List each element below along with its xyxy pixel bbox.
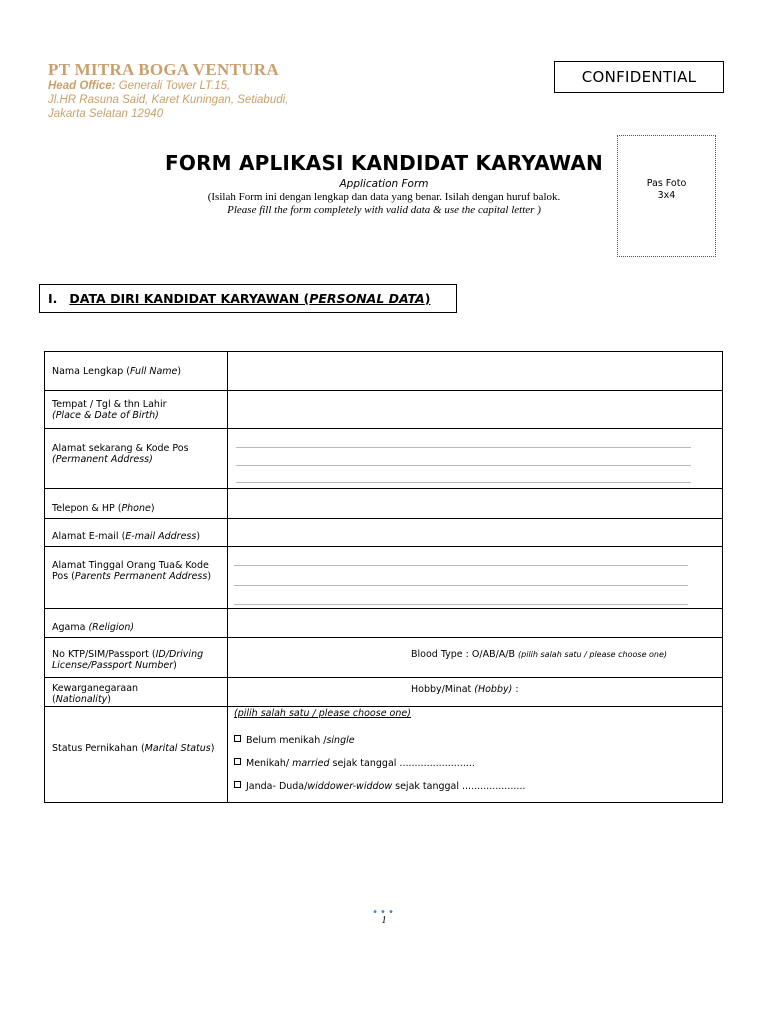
office-address-3: Jakarta Selatan 12940 [48, 108, 164, 120]
photo-placeholder[interactable] [617, 135, 716, 257]
row-divider [45, 546, 722, 547]
parents-address-line-2[interactable] [234, 585, 688, 586]
label-text: Kewarganegaraan [52, 683, 139, 694]
option-date: sejak tanggal ......................... [329, 758, 475, 769]
label-text-en: (Permanent Address) [52, 454, 153, 465]
row-divider [45, 677, 722, 678]
phone-field[interactable] [228, 489, 722, 518]
row-divider [45, 706, 722, 707]
company-name: PT MITRA BOGA VENTURA [48, 60, 279, 79]
blood-type-label [411, 649, 667, 660]
form-subtitle: Application Form [339, 178, 429, 190]
checkbox-icon[interactable] [234, 781, 241, 788]
option-text: Janda- Duda/ [246, 781, 308, 792]
label-text-en: Parents Permanent Address [74, 571, 208, 582]
email-field[interactable] [228, 519, 722, 546]
instruction-en: Please fill the form completely with valid data & use the capital letter ) [227, 204, 541, 216]
label-text-end: ) [150, 503, 155, 514]
section-title [69, 291, 430, 306]
option-text-en: single [326, 735, 355, 746]
label-id-number [52, 649, 224, 671]
label-text: Alamat Tinggal Orang Tua& Kode [52, 560, 209, 571]
label-line-1 [52, 649, 224, 660]
label-line-2 [52, 694, 224, 705]
label-text-2: Pos ( [52, 571, 75, 582]
label-open: ( [52, 694, 56, 705]
label-nationality [52, 683, 224, 705]
marital-hint: (pilih salah satu / please choose one) [234, 708, 411, 719]
label-address [52, 443, 224, 465]
label-text-en: Phone [121, 503, 151, 514]
photo-label: Pas Foto [646, 178, 687, 189]
office-address-2: Jl.HR Rasuna Said, Karet Kuningan, Setiabudi, [48, 94, 289, 106]
label-phone [52, 503, 224, 514]
label-text-end: ) [196, 531, 201, 542]
label-text-en: ID/Driving [155, 649, 204, 660]
section-title-end: ) [424, 291, 431, 306]
office-line-1 [48, 79, 368, 93]
label-text-end: ) [173, 660, 177, 671]
label-line-2 [52, 660, 224, 671]
address-line-1[interactable] [236, 447, 691, 448]
section-heading [39, 284, 457, 313]
label-text: No KTP/SIM/Passport ( [52, 649, 156, 660]
label-text-en: Nationality [55, 694, 108, 705]
hobby-text-end: : [512, 684, 519, 695]
label-text: Agama [52, 622, 89, 633]
page-dots-icon: ••• [372, 907, 396, 918]
label-marital-status [52, 743, 224, 754]
label-parents-address [52, 560, 224, 582]
full-name-field[interactable] [228, 352, 722, 390]
label-text: Tempat / Tgl & thn Lahir [52, 399, 167, 410]
label-text-en: E-mail Address [125, 531, 197, 542]
form-title: FORM APLIKASI KANDIDAT KARYAWAN [165, 151, 603, 175]
photo-size: 3x4 [657, 190, 676, 201]
checkbox-icon[interactable] [234, 735, 241, 742]
personal-data-table [44, 351, 723, 803]
label-text-en: (Religion) [88, 622, 135, 633]
row-divider [45, 637, 722, 638]
instruction-id: (Isilah Form ini dengan lengkap dan data yang benar. Isilah dengan huruf balok. [207, 191, 561, 203]
option-text: Belum menikah / [246, 735, 327, 746]
company-header [48, 60, 368, 121]
hobby-label [411, 684, 519, 695]
blood-type-hint: (pilih salah satu / please choose one) [518, 650, 668, 659]
label-full-name [52, 366, 224, 377]
option-text: Menikah/ [246, 758, 293, 769]
label-text: Alamat E-mail ( [52, 531, 126, 542]
label-line-2 [52, 571, 224, 582]
section-title-main: DATA DIRI KANDIDAT KARYAWAN ( [69, 291, 310, 306]
label-text-en: Marital Status [144, 743, 211, 754]
option-single[interactable] [234, 735, 355, 746]
label-text-en: (Place & Date of Birth) [52, 410, 159, 421]
parents-address-line-1[interactable] [234, 565, 688, 566]
option-text-en: widdower-widdow [307, 781, 393, 792]
option-text-en: married [292, 758, 330, 769]
section-title-italic: PERSONAL DATA [309, 291, 425, 306]
office-address-1: Generali Tower LT.15, [118, 80, 231, 92]
checkbox-icon[interactable] [234, 758, 241, 765]
confidential-stamp: CONFIDENTIAL [554, 61, 724, 93]
label-text: Status Pernikahan ( [52, 743, 145, 754]
address-line-3[interactable] [236, 482, 691, 483]
label-text-end: ) [210, 743, 215, 754]
hobby-text: Hobby/Minat [411, 684, 475, 695]
office-label: Head Office: [48, 80, 116, 92]
label-birth [52, 399, 224, 421]
hobby-text-en: (Hobby) [474, 684, 513, 695]
birth-field[interactable] [228, 391, 722, 428]
label-text-end: ) [177, 366, 182, 377]
parents-address-line-3[interactable] [234, 604, 688, 605]
label-text-en: Full Name [129, 366, 178, 377]
address-line-2[interactable] [236, 465, 691, 466]
label-text-end: ) [207, 571, 212, 582]
label-text: Nama Lengkap ( [52, 366, 130, 377]
label-text-end: ) [107, 694, 112, 705]
section-number: I. [48, 291, 58, 306]
blood-type-text: Blood Type : O/AB/A/B [411, 649, 519, 660]
option-married[interactable] [234, 758, 475, 769]
label-text-en-2: License/Passport Number [52, 660, 174, 671]
label-email [52, 531, 224, 542]
option-widowed[interactable] [234, 781, 525, 792]
page-number: 1 [381, 915, 387, 926]
label-text: Alamat sekarang & Kode Pos [52, 443, 189, 454]
label-text: Telepon & HP ( [52, 503, 122, 514]
option-date: sejak tanggal ..................... [392, 781, 526, 792]
label-religion [52, 622, 224, 633]
religion-field[interactable] [228, 609, 722, 637]
row-divider [45, 428, 722, 429]
